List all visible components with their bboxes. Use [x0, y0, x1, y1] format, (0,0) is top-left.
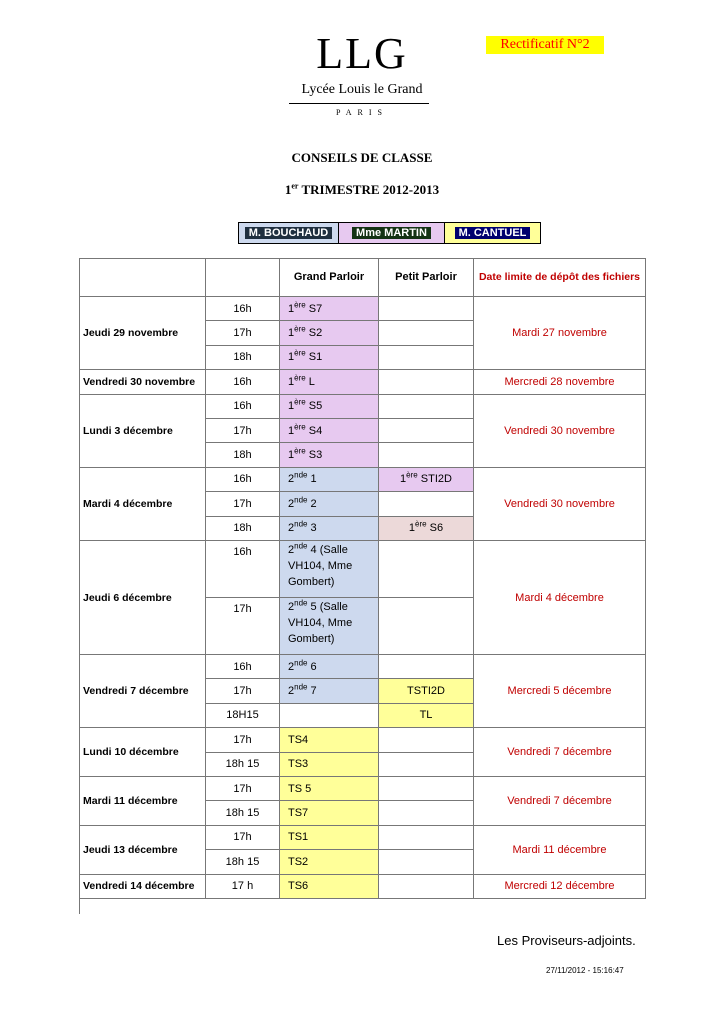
grand-parloir-class-main: 1	[288, 327, 295, 340]
petit-parloir-class-rest: STI2D	[417, 473, 452, 486]
day-label: Vendredi 30 novembre	[83, 375, 196, 388]
legend-cantuel	[444, 222, 541, 244]
grand-parloir-class	[288, 349, 322, 365]
time-cell	[206, 850, 280, 874]
deadline-label: Mardi 27 novembre	[512, 327, 607, 340]
deadline-label: Mercredi 28 novembre	[504, 375, 615, 388]
grand-parloir-class-sup: nde	[294, 519, 308, 529]
deadline-label: Vendredi 7 décembre	[507, 746, 612, 759]
grand-parloir-cell	[280, 679, 379, 703]
petit-parloir-cell	[379, 395, 474, 419]
logo-initials: LLG	[316, 29, 408, 78]
time-label: 16h	[233, 375, 252, 388]
day-label: Jeudi 29 novembre	[83, 327, 179, 340]
grand-parloir-class-main: TS 5	[288, 782, 312, 795]
grand-parloir-class-sup: nde	[294, 598, 308, 608]
grand-parloir-class	[288, 732, 308, 748]
grand-parloir-class-main: 1	[288, 302, 295, 315]
day-label: Lundi 3 décembre	[83, 424, 173, 437]
grand-parloir-class-rest: S3	[305, 449, 323, 462]
grand-parloir-class-main: 1	[288, 424, 295, 437]
grand-parloir-cell	[280, 346, 379, 370]
time-label: 16h	[233, 302, 252, 315]
day-cell	[79, 728, 206, 777]
time-label: 17h	[233, 603, 252, 615]
grand-parloir-class	[288, 829, 308, 845]
deadline-cell	[474, 728, 646, 777]
petit-parloir-cell	[379, 777, 474, 801]
petit-parloir-cell	[379, 517, 474, 541]
grand-parloir-class-sup: nde	[294, 682, 308, 692]
grand-parloir-class-rest: S7	[305, 302, 323, 315]
subtitle-superscript: er	[291, 181, 299, 191]
grand-parloir-class	[288, 805, 308, 821]
petit-parloir-cell	[379, 679, 474, 703]
day-cell	[79, 370, 206, 394]
time-label: 16h	[233, 473, 252, 486]
grand-parloir-class-rest: S4	[305, 424, 323, 437]
time-cell	[206, 395, 280, 419]
deadline-label: Mercredi 12 décembre	[504, 880, 615, 893]
time-cell	[206, 777, 280, 801]
grand-parloir-class	[288, 423, 322, 439]
grand-parloir-class-main: TS7	[288, 807, 309, 820]
grand-parloir-cell	[280, 850, 379, 874]
grand-parloir-class-sup: nde	[294, 541, 308, 551]
grand-parloir-cell	[280, 753, 379, 777]
grand-parloir-class	[288, 447, 322, 463]
petit-parloir-cell	[379, 541, 474, 598]
grand-parloir-class	[288, 301, 322, 317]
time-label: 17 h	[231, 880, 254, 893]
grand-parloir-class-main: 2	[288, 497, 295, 510]
grand-parloir-cell	[280, 826, 379, 850]
time-cell	[206, 679, 280, 703]
header-grand-parloir	[280, 258, 379, 297]
grand-parloir-class	[288, 398, 322, 414]
time-label: 18h	[233, 351, 252, 364]
deadline-cell	[474, 297, 646, 370]
grand-parloir-class-sup: ère	[294, 348, 306, 358]
petit-parloir-class	[409, 520, 443, 536]
grand-parloir-class	[288, 542, 378, 590]
grand-parloir-class-main: TS1	[288, 831, 309, 844]
time-label: 17h	[233, 831, 252, 844]
time-cell	[206, 801, 280, 825]
time-cell	[206, 419, 280, 443]
time-cell	[206, 517, 280, 541]
school-city: PARIS	[336, 108, 388, 117]
time-cell	[206, 297, 280, 321]
grand-parloir-cell	[280, 468, 379, 492]
time-label: 16h	[233, 660, 252, 673]
petit-parloir-class-main: TL	[419, 709, 433, 722]
school-name: Lycée Louis le Grand	[301, 82, 423, 97]
petit-parloir-cell	[379, 753, 474, 777]
grand-parloir-class-sup: ère	[294, 422, 306, 432]
header-day	[79, 258, 206, 297]
day-cell	[79, 395, 206, 468]
grand-parloir-class-rest: 1	[307, 473, 317, 486]
subtitle-number: 1	[284, 182, 292, 197]
grand-parloir-class	[288, 374, 315, 390]
grand-parloir-class	[288, 599, 378, 647]
day-cell	[79, 655, 206, 728]
time-cell	[206, 598, 280, 655]
deadline-cell	[474, 826, 646, 875]
header-deadline-label: Date limite de dépôt des fichiers	[478, 271, 641, 283]
time-cell	[206, 370, 280, 394]
deadline-cell	[474, 655, 646, 728]
header-time	[206, 258, 280, 297]
time-cell	[206, 346, 280, 370]
grand-parloir-class-sup: nde	[294, 658, 308, 668]
petit-parloir-cell	[379, 346, 474, 370]
logo-divider	[289, 103, 429, 104]
document-title: CONSEILS DE CLASSE	[291, 150, 433, 165]
grand-parloir-cell	[280, 395, 379, 419]
time-label: 17h	[233, 497, 252, 510]
grand-parloir-class-main: 2	[288, 660, 295, 673]
deadline-label: Mardi 11 décembre	[512, 843, 607, 856]
time-cell	[206, 468, 280, 492]
time-cell	[206, 492, 280, 516]
legend-martin	[338, 222, 445, 244]
day-cell	[79, 875, 206, 899]
petit-parloir-class	[420, 707, 433, 723]
deadline-label: Mercredi 5 décembre	[507, 685, 612, 698]
print-timestamp: 27/11/2012 - 15:16:47	[546, 966, 624, 975]
grand-parloir-class	[288, 471, 317, 487]
petit-parloir-cell	[379, 655, 474, 679]
petit-parloir-cell	[379, 728, 474, 752]
grand-parloir-class-sup: ère	[294, 397, 306, 407]
grand-parloir-class-rest: 5 (Salle VH104, Mme Gombert)	[288, 601, 353, 645]
petit-parloir-cell	[379, 492, 474, 516]
grand-parloir-class-rest: S5	[305, 400, 323, 413]
header-petit-parloir	[379, 258, 474, 297]
time-cell	[206, 728, 280, 752]
time-label: 17h	[233, 327, 252, 340]
grand-parloir-class-main: TS4	[288, 733, 309, 746]
grand-parloir-class-rest: L	[305, 375, 315, 388]
grand-parloir-class	[288, 683, 317, 699]
grand-parloir-cell	[280, 777, 379, 801]
grand-parloir-class-main: 1	[288, 351, 295, 364]
grand-parloir-cell	[280, 598, 379, 655]
deadline-cell	[474, 395, 646, 468]
petit-parloir-cell	[379, 321, 474, 345]
grand-parloir-cell	[280, 728, 379, 752]
grand-parloir-cell	[280, 492, 379, 516]
grand-parloir-class	[288, 496, 317, 512]
legend-bouchaud-label: M. BOUCHAUD	[245, 227, 332, 239]
grand-parloir-cell	[280, 419, 379, 443]
grand-parloir-class-sup: nde	[294, 495, 308, 505]
deadline-label: Vendredi 30 novembre	[504, 424, 615, 437]
petit-parloir-class	[407, 683, 445, 699]
grand-parloir-class-sup: ère	[294, 446, 306, 456]
grand-parloir-class-sup: nde	[294, 470, 308, 480]
grand-parloir-class	[288, 781, 311, 797]
grand-parloir-class-main: 1	[288, 400, 295, 413]
grand-parloir-class-rest: 6	[307, 660, 317, 673]
grand-parloir-class-rest: 3	[307, 522, 317, 535]
grand-parloir-cell	[280, 541, 379, 598]
day-label: Mardi 11 décembre	[83, 794, 178, 807]
grand-parloir-cell	[280, 704, 379, 728]
legend-bouchaud	[238, 222, 339, 244]
subtitle-text: TRIMESTRE 2012-2013	[298, 182, 440, 197]
time-label: 17h	[233, 685, 252, 698]
day-label: Lundi 10 décembre	[83, 746, 179, 759]
grand-parloir-class-main: 2	[288, 601, 295, 613]
petit-parloir-class-rest: S6	[426, 522, 444, 535]
time-cell	[206, 321, 280, 345]
grand-parloir-cell	[280, 297, 379, 321]
grand-parloir-cell	[280, 875, 379, 899]
time-cell	[206, 443, 280, 467]
grand-parloir-class-main: TS3	[288, 758, 309, 771]
petit-parloir-class-sup: ère	[415, 519, 427, 529]
day-cell	[79, 468, 206, 541]
grand-parloir-class-main: 2	[288, 522, 295, 535]
time-cell	[206, 655, 280, 679]
petit-parloir-cell	[379, 875, 474, 899]
time-cell	[206, 704, 280, 728]
time-label: 17h	[233, 782, 252, 795]
time-cell	[206, 875, 280, 899]
rectificatif-label: Rectificatif N°2	[486, 36, 604, 54]
time-label: 18H15	[226, 709, 259, 722]
day-cell	[79, 297, 206, 370]
day-label: Mardi 4 décembre	[83, 497, 173, 510]
deadline-cell	[474, 370, 646, 394]
grand-parloir-class-main: TS6	[288, 880, 309, 893]
time-label: 16h	[233, 546, 252, 558]
day-label: Jeudi 6 décembre	[83, 591, 172, 604]
time-label: 18h 15	[225, 758, 260, 771]
grand-parloir-class-main: 2	[288, 544, 295, 556]
petit-parloir-cell	[379, 826, 474, 850]
time-cell	[206, 753, 280, 777]
day-label: Jeudi 13 décembre	[83, 843, 178, 856]
petit-parloir-cell	[379, 419, 474, 443]
grand-parloir-class	[288, 659, 317, 675]
header-petit-label: Petit Parloir	[395, 271, 457, 283]
petit-parloir-cell	[379, 297, 474, 321]
petit-parloir-cell	[379, 443, 474, 467]
grand-parloir-class-main: 1	[288, 449, 295, 462]
petit-parloir-class-sup: ère	[406, 470, 418, 480]
header-grand-label: Grand Parloir	[293, 271, 365, 283]
deadline-cell	[474, 541, 646, 655]
grand-parloir-class	[288, 756, 308, 772]
petit-parloir-cell	[379, 704, 474, 728]
grand-parloir-class-rest: S2	[305, 327, 323, 340]
deadline-label: Vendredi 7 décembre	[507, 794, 612, 807]
grand-parloir-class	[288, 520, 317, 536]
document-subtitle	[0, 181, 724, 199]
legend-martin-label: Mme MARTIN	[352, 227, 431, 239]
petit-parloir-class-main: 1	[408, 522, 416, 535]
grand-parloir-cell	[280, 370, 379, 394]
grand-parloir-class-rest: S1	[305, 351, 323, 364]
header-deadline	[474, 258, 646, 297]
deadline-cell	[474, 875, 646, 899]
grand-parloir-class-main: 1	[288, 375, 295, 388]
petit-parloir-class	[400, 471, 452, 487]
grand-parloir-class	[288, 878, 308, 894]
grand-parloir-cell	[280, 517, 379, 541]
signature: Les Proviseurs-adjoints.	[497, 933, 636, 948]
deadline-cell	[474, 468, 646, 541]
time-label: 17h	[233, 424, 252, 437]
time-label: 18h	[233, 522, 252, 535]
grand-parloir-class	[288, 325, 322, 341]
time-label: 17h	[233, 733, 252, 746]
grand-parloir-class-sup: ère	[294, 324, 306, 334]
legend-cantuel-label: M. CANTUEL	[455, 227, 531, 239]
deadline-cell	[474, 777, 646, 826]
time-cell	[206, 541, 280, 598]
petit-parloir-cell	[379, 850, 474, 874]
grand-parloir-class-main: 2	[288, 685, 295, 698]
time-label: 16h	[233, 400, 252, 413]
day-cell	[79, 541, 206, 655]
grand-parloir-class-rest: 7	[307, 685, 317, 698]
time-label: 18h	[233, 449, 252, 462]
grand-parloir-cell	[280, 443, 379, 467]
grand-parloir-class-sup: ère	[294, 373, 306, 383]
petit-parloir-cell	[379, 598, 474, 655]
petit-parloir-class-main: 1	[400, 473, 407, 486]
petit-parloir-cell	[379, 468, 474, 492]
grand-parloir-cell	[280, 655, 379, 679]
petit-parloir-cell	[379, 370, 474, 394]
day-label: Vendredi 7 décembre	[83, 685, 189, 698]
day-cell	[79, 777, 206, 826]
petit-parloir-class-main: TSTI2D	[407, 685, 445, 698]
petit-parloir-cell	[379, 801, 474, 825]
grand-parloir-cell	[280, 321, 379, 345]
deadline-label: Mardi 4 décembre	[515, 591, 604, 604]
time-label: 18h 15	[225, 807, 260, 820]
grand-parloir-class-main: 2	[288, 473, 295, 486]
grand-parloir-class-main: TS2	[288, 855, 309, 868]
grand-parloir-cell	[280, 801, 379, 825]
time-label: 18h 15	[225, 855, 260, 868]
grand-parloir-class-sup: ère	[294, 300, 306, 310]
grand-parloir-class-rest: 2	[307, 497, 317, 510]
deadline-label: Vendredi 30 novembre	[504, 497, 615, 510]
time-cell	[206, 826, 280, 850]
grand-parloir-class-rest: 4 (Salle VH104, Mme Gombert)	[288, 544, 353, 588]
day-label: Vendredi 14 décembre	[83, 880, 195, 893]
grand-parloir-class	[288, 854, 308, 870]
day-cell	[79, 826, 206, 875]
